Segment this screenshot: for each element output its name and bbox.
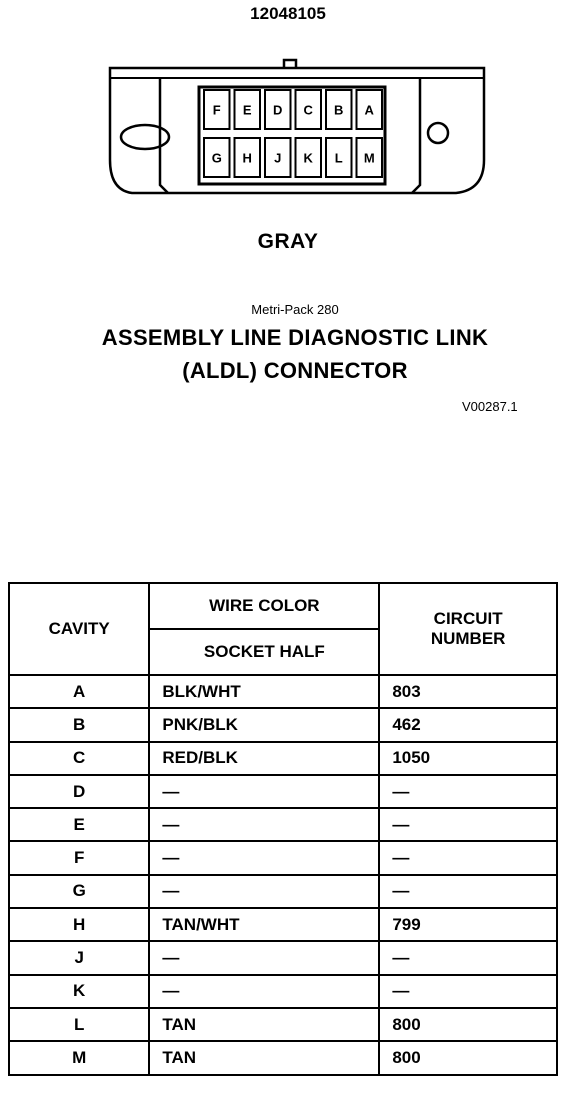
table-row <box>9 775 557 808</box>
circuit-number-cell: — <box>379 941 557 974</box>
pin-row-bottom <box>204 138 382 177</box>
reference-code: V00287.1 <box>462 399 518 414</box>
connector-color-label: GRAY <box>257 230 319 253</box>
header-circuit-number <box>379 583 557 675</box>
title-line-1: ASSEMBLY LINE DIAGNOSTIC LINK <box>101 325 489 350</box>
header-wire-color: WIRE COLOR <box>149 583 379 629</box>
pin-label-b: B <box>334 102 344 118</box>
pin-label-c: C <box>303 102 313 118</box>
circuit-number-cell: — <box>379 975 557 1008</box>
pin-label-m: M <box>363 150 375 166</box>
circuit-number-cell: 803 <box>379 675 557 708</box>
wire-color-cell: TAN/WHT <box>149 908 379 941</box>
header-cavity: CAVITY <box>9 583 149 675</box>
pin-label-h: H <box>242 150 252 166</box>
wire-color-cell: RED/BLK <box>149 742 379 775</box>
table-row <box>9 941 557 974</box>
wire-color-cell: — <box>149 975 379 1008</box>
circuit-number-cell: — <box>379 841 557 874</box>
circuit-number-cell: 799 <box>379 908 557 941</box>
title-line-2: (ALDL) CONNECTOR <box>182 358 408 383</box>
cavity-cell: J <box>9 941 149 974</box>
left-mounting-hole <box>121 125 169 149</box>
pin-label-e: E <box>242 102 252 118</box>
cavity-cell: L <box>9 1008 149 1041</box>
connector-subtitle: Metri-Pack 280 <box>251 302 339 317</box>
cavity-cell: B <box>9 708 149 741</box>
circuit-number-cell: 462 <box>379 708 557 741</box>
pin-label-j: J <box>274 150 282 166</box>
circuit-number-cell: 800 <box>379 1041 557 1074</box>
pin-label-a: A <box>364 102 374 118</box>
wire-color-cell: — <box>149 808 379 841</box>
wire-color-cell: TAN <box>149 1041 379 1074</box>
header-circuit-number-text: CIRCUIT NUMBER <box>430 609 506 648</box>
part-number: 12048105 <box>250 4 326 23</box>
connector-diagram <box>0 0 576 225</box>
cavity-cell: F <box>9 841 149 874</box>
cavity-cell: C <box>9 742 149 775</box>
circuit-number-cell: 1050 <box>379 742 557 775</box>
circuit-number-cell: — <box>379 875 557 908</box>
wire-color-cell: — <box>149 841 379 874</box>
wire-color-cell: — <box>149 941 379 974</box>
wire-table <box>8 582 558 1076</box>
table-row <box>9 841 557 874</box>
right-mounting-hole <box>428 123 448 143</box>
pin-label-g: G <box>211 150 222 166</box>
cavity-cell: K <box>9 975 149 1008</box>
wire-color-cell: BLK/WHT <box>149 675 379 708</box>
pin-row-top <box>204 90 382 129</box>
table-row <box>9 708 557 741</box>
circuit-number-cell: — <box>379 775 557 808</box>
cavity-cell: E <box>9 808 149 841</box>
cavity-cell: D <box>9 775 149 808</box>
cavity-cell: G <box>9 875 149 908</box>
wire-color-cell: — <box>149 775 379 808</box>
circuit-number-cell: 800 <box>379 1008 557 1041</box>
table-row <box>9 875 557 908</box>
cavity-cell: M <box>9 1041 149 1074</box>
table-row <box>9 1041 557 1074</box>
pin-label-f: F <box>212 102 221 118</box>
cavity-cell: H <box>9 908 149 941</box>
header-socket-half: SOCKET HALF <box>149 629 379 675</box>
wire-color-cell: PNK/BLK <box>149 708 379 741</box>
table-row <box>9 1008 557 1041</box>
circuit-number-cell: — <box>379 808 557 841</box>
table-body <box>9 675 557 1075</box>
cavity-cell: A <box>9 675 149 708</box>
wire-color-cell: — <box>149 875 379 908</box>
table-row <box>9 908 557 941</box>
pin-label-d: D <box>273 102 283 118</box>
table-row <box>9 808 557 841</box>
pin-label-l: L <box>334 150 343 166</box>
table-row <box>9 742 557 775</box>
wire-color-cell: TAN <box>149 1008 379 1041</box>
pin-label-k: K <box>303 150 313 166</box>
table-row <box>9 975 557 1008</box>
table-row <box>9 675 557 708</box>
